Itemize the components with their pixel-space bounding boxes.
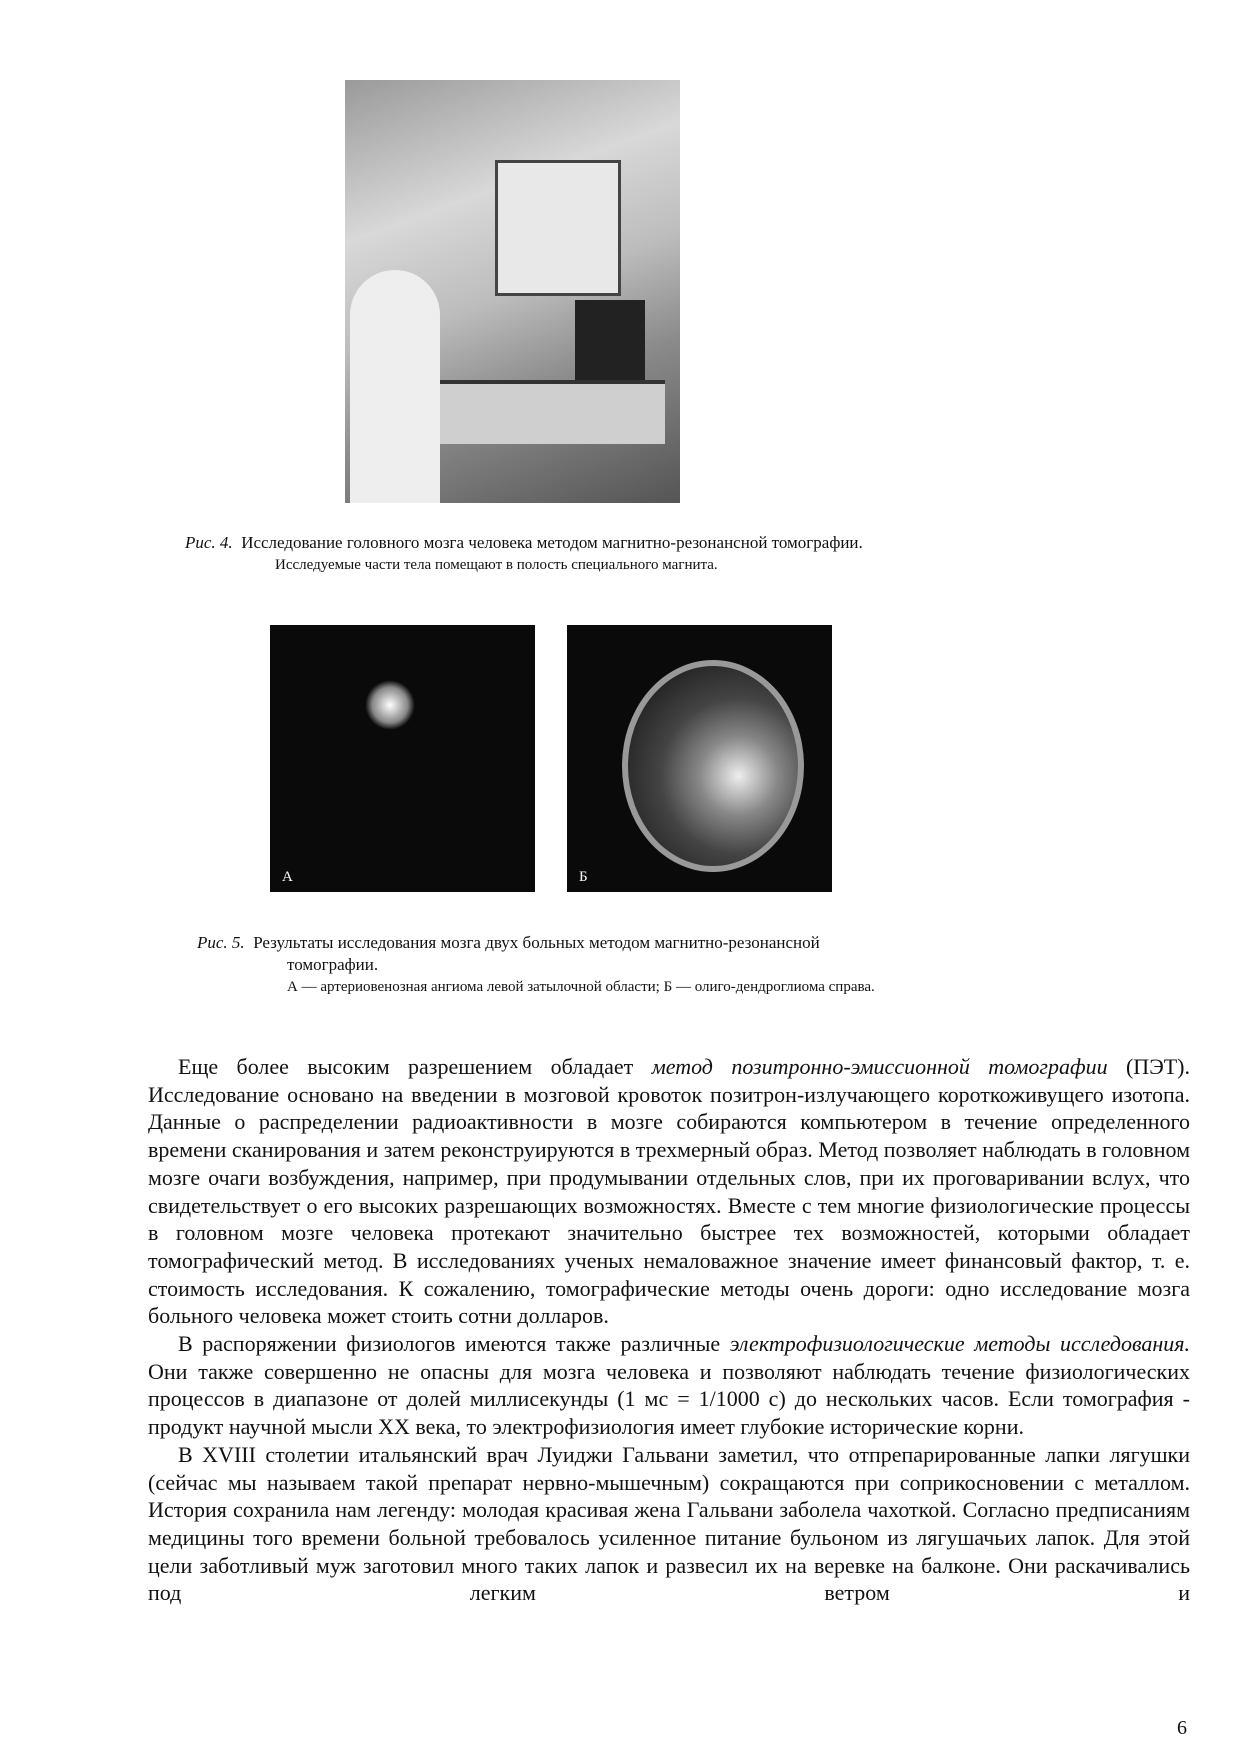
figure-title: Результаты исследования мозга двух больных методом магнитно-резонансной томографии. [253,933,820,974]
mri-scan-b [567,625,832,892]
figure-5-caption [197,932,887,998]
figure-note: Исследуемые части тела помещают в полость специального магнита. [275,557,718,573]
figure-note: А — артериовенозная ангиома левой затылочной области; Б — олиго-дендроглиома справа. [287,979,875,995]
figure-number: Рис. 4. [185,533,233,552]
emphasis: электрофизиологические методы исследования. [729,1331,1191,1357]
scan-label-b: Б [579,869,588,885]
angioma-highlight [365,680,415,730]
figure-4-caption [185,532,865,576]
paragraph [148,1441,1190,1607]
emphasis: метод позитронно-эмиссионной томографии [651,1054,1108,1079]
magnet-unit [495,160,621,296]
text: (ПЭТ). Исследование основано на введении в мозговой кровоток позитрон-излучающего короткоживущего изотопа. Данные о распределении радиоактивности в мозге собираются компьютером в течение определенного времени сканирования и затем реконструируются в трехмерный образ. Метод позволяет наблюдать в головном мозге очаги возбуждения, например, при продумывании отдельных слов, при их проговаривании вслух, что свидетельствует о его высоких разрешающих возможностях. Вместе с тем многие физиологические процессы в головном мозге человека протекают значительно быстрее тех возможностей, которыми обладает томографический метод. В исследованиях ученых немаловажное значение имеет финансовый фактор, т. е. стоимость исследования. К сожалению, томографические методы очень дороги: одно исследование мозга больного человека может стоить сотни долларов. [148,1054,1190,1329]
page-number: 6 [1177,1717,1187,1739]
console-desk [405,380,665,444]
text: В XVIII столетии итальянский врач Луиджи Гальвани заметил, что отпрепарированные лапки лягушки (сейчас мы называем такой препарат нервно-мышечным) сокращаются при соприкосновении с металлом. История сохранила нам легенду: молодая красивая жена Гальвани заболела чахоткой. Согласно предписаниям медицины того времени больной требовалось усиленное питание бульоном из лягушачьих лапок. Для этой цели заботливый муж заготовил много таких лапок и развесил их на веревке на балконе. Они раскачивались под легким ветром и [148,1441,1190,1606]
scan-label-a: А [282,869,293,885]
mri-scanner-photo [345,80,680,503]
text: Они также совершенно не опасны для мозга человека и позволяют наблюдать течение физиологических процессов в диапазоне от долей миллисекунды (1 мс = 1/1000 с) до нескольких часов. Если томография - продукт научной мысли XX века, то электрофизиология имеет глубокие исторические корни. [148,1358,1190,1440]
figure-title: Исследование головного мозга человека методом магнитно-резонансной томографии. [241,533,863,552]
monitor [575,300,645,380]
paragraph [148,1053,1190,1330]
paragraph [148,1330,1190,1441]
text: Еще более высоким разрешением обладает [178,1054,652,1079]
mri-scan-a [270,625,535,892]
brain-cross-section [622,660,804,872]
body-text [148,1053,1190,1607]
operator [350,270,440,503]
text: В распоряжении физиологов имеются также различные [178,1331,730,1357]
figure-number: Рис. 5. [197,933,245,952]
